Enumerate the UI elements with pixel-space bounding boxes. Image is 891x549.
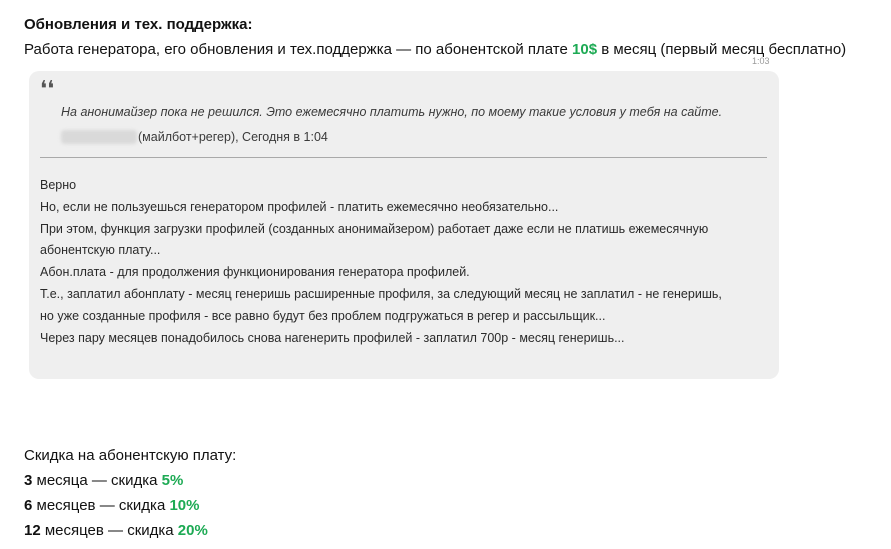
section-heading: Обновления и тех. поддержка: bbox=[24, 16, 253, 33]
quoted-message: На анонимайзер пока не решился. Это ежемесячно платить нужно, по моему такие условия у тебя на сайте. bbox=[61, 105, 723, 119]
discount-item bbox=[24, 471, 183, 491]
reply-line: Т.е., заплатил абонплату - месяц генеришь расширенные профиля, за следующий месяц не заплатил - не генеришь, bbox=[40, 286, 722, 301]
reply-line: Верно bbox=[40, 178, 77, 192]
message-bubble bbox=[29, 71, 779, 379]
quote-author bbox=[61, 128, 328, 146]
discount-percent: 5% bbox=[161, 472, 184, 489]
reply-line: но уже созданные профиля - все равно будут без проблем подгружаться в регер и рассыльщик... bbox=[40, 308, 606, 323]
discount-months: 12 bbox=[24, 522, 41, 539]
reply-text bbox=[40, 175, 770, 349]
reply-line: При этом, функция загрузки профилей (созданных анонимайзером) работает даже если не платишь ежемесячную абонентскую плату... bbox=[40, 221, 709, 258]
reply-line: Но, если не пользуешься генератором профилей - платить ежемесячно необязательно... bbox=[40, 199, 559, 214]
discount-text: месяца — скидка bbox=[32, 472, 162, 489]
discount-percent: 10% bbox=[169, 497, 200, 514]
reply-line: Абон.плата - для продолжения функционирования генератора профилей. bbox=[40, 265, 470, 280]
discount-item bbox=[24, 496, 199, 516]
quote-icon: ❛❛ bbox=[40, 77, 55, 102]
intro-text bbox=[24, 40, 846, 60]
intro-price: 10$ bbox=[572, 41, 598, 58]
message-timestamp: 1:03 bbox=[752, 56, 770, 64]
quote-author-meta: (майлбот+регер), Сегодня в 1:04 bbox=[138, 130, 328, 144]
reply-line: Через пару месяцев понадобилось снова нагенерить профилей - заплатил 700р - месяц генеришь... bbox=[40, 330, 625, 345]
discount-months: 6 bbox=[24, 497, 33, 514]
discount-text: месяцев — скидка bbox=[40, 522, 178, 539]
discount-months: 3 bbox=[24, 472, 33, 489]
blurred-username bbox=[61, 130, 137, 144]
discount-percent: 20% bbox=[177, 522, 208, 539]
discount-title: Скидка на абонентскую плату: bbox=[24, 447, 237, 464]
discount-text: месяцев — скидка bbox=[32, 497, 170, 514]
intro-before: Работа генератора, его обновления и тех.поддержка — по абонентской плате bbox=[24, 41, 573, 58]
quote-divider bbox=[40, 157, 767, 158]
discount-item bbox=[24, 521, 208, 541]
intro-after: в месяц (первый месяц бесплатно) bbox=[597, 41, 847, 58]
